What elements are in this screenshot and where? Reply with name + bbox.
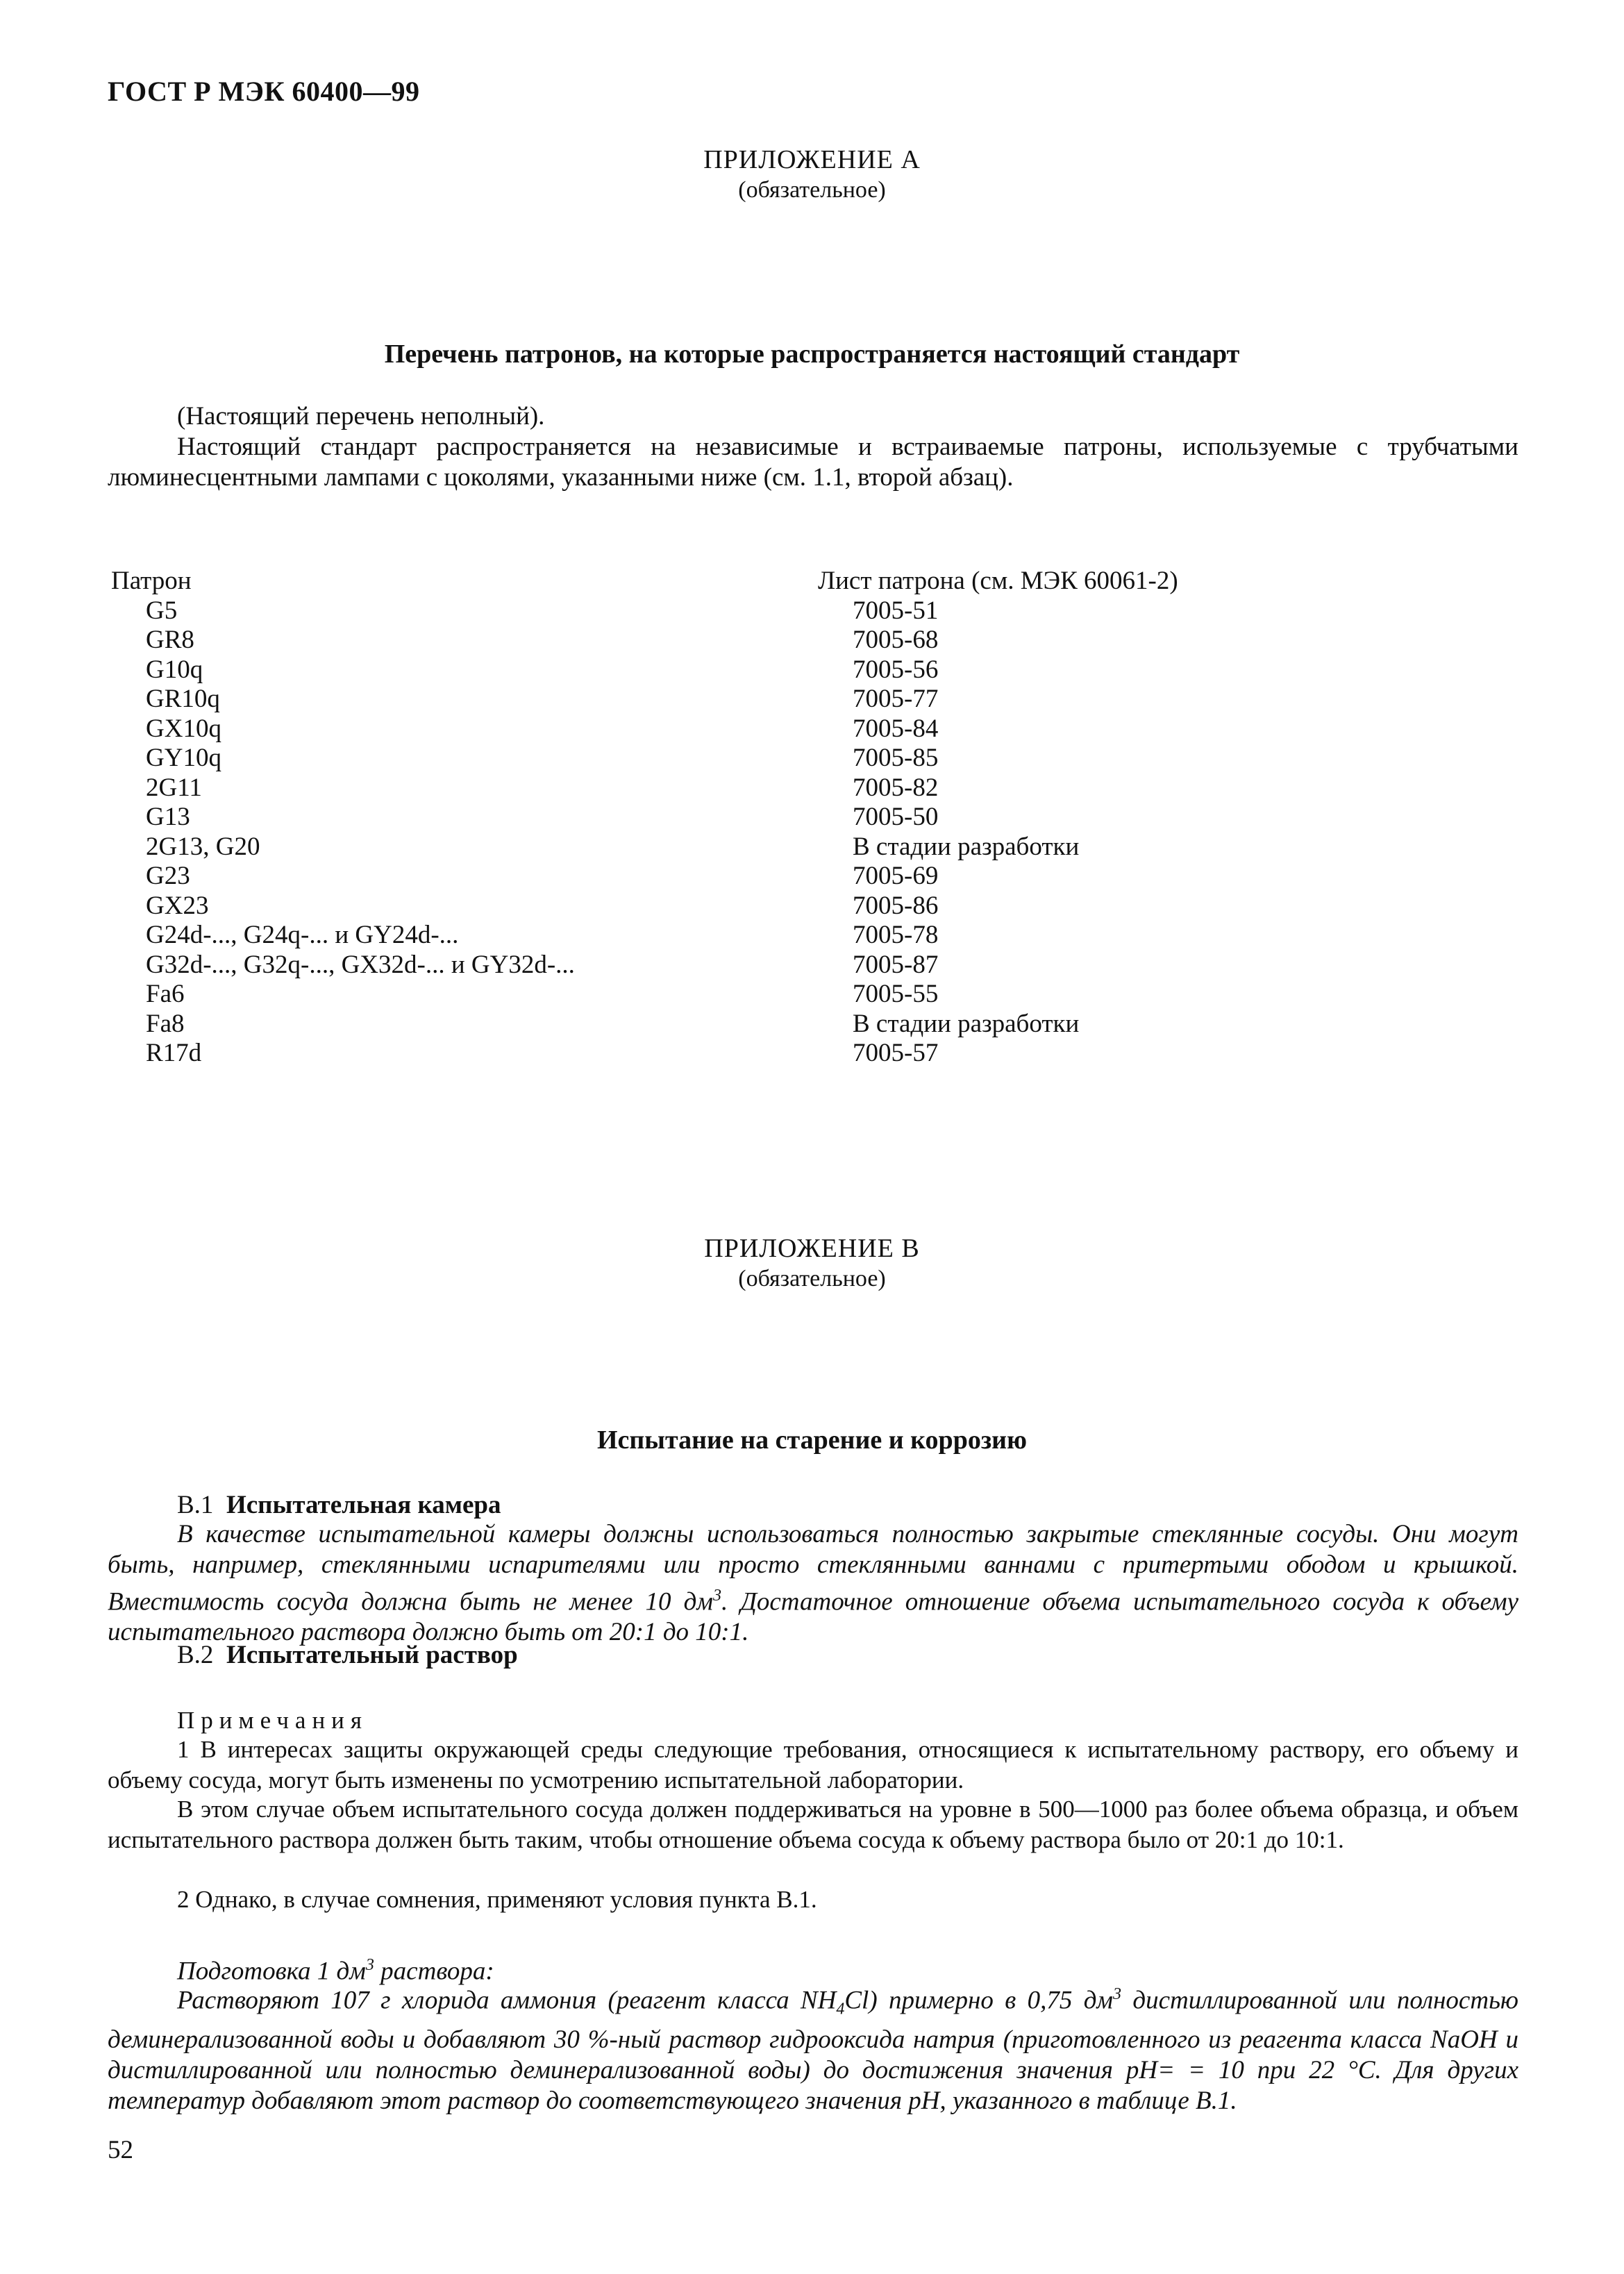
holder-cell: 2G11	[146, 773, 202, 802]
preparation-heading: Подготовка 1 $дм^3$ раствора:	[177, 1956, 494, 1986]
holder-cell: GR10q	[146, 685, 220, 713]
holder-cell: GX23	[146, 891, 209, 920]
sheet-cell: 7005-56	[853, 655, 939, 684]
sheet-column-header: Лист патрона (см. МЭК 60061-2)	[818, 567, 1178, 595]
holder-cell: R17d	[146, 1039, 202, 1067]
holder-cell: G23	[146, 862, 190, 890]
note-1: 1 В интересах защиты окружающей среды следующие требования, относящиеся к испытательному раствору, его объему и объему сосуда, могут быть изменены по усмотрению испытательной лаборатории.	[108, 1736, 1518, 1794]
note-2: 2 Однако, в случае сомнения, применяют условия пункта В.1.	[177, 1886, 817, 1913]
annex-a-title: ПРИЛОЖЕНИЕ А	[703, 145, 921, 174]
holder-cell: 2G13, G20	[146, 832, 260, 861]
annex-a-status: (обязательное)	[738, 177, 886, 203]
annex-b-status: (обязательное)	[738, 1266, 886, 1291]
sheet-cell: 7005-55	[853, 980, 939, 1008]
holder-cell: Fa6	[146, 980, 185, 1008]
sheet-cell: 7005-84	[853, 714, 939, 743]
clause-b2-number: В.2	[177, 1641, 214, 1669]
clause-b1-text: В качестве испытательной камеры должны использоваться полностью закрытые стеклянные сосуды. Они могут быть, например, стеклянными испарителями или просто стеклянными ваннами с притертыми ободом и крышкой. Вместимость сосуда должна быть не менее 10 $дм^3$. Достаточное отношение объема испытательного сосуда к объему испытательного раствора должно быть от 20:1 до 10:1.	[108, 1520, 1518, 1647]
sheet-cell: 7005-68	[853, 626, 939, 654]
sheet-cell: В стадии разработки	[853, 832, 1080, 861]
sheet-cell: 7005-82	[853, 773, 939, 802]
holder-cell: G13	[146, 803, 190, 831]
standard-header: ГОСТ Р МЭК 60400—99	[108, 76, 420, 107]
sheet-column	[818, 567, 1178, 1069]
sheet-cell: 7005-51	[853, 596, 939, 625]
clause-b1-heading	[177, 1490, 501, 1521]
holder-cell: G32d-..., G32q-..., GX32d-... и GY32d-...	[146, 950, 575, 979]
holder-cell: GX10q	[146, 714, 221, 743]
sheet-cell: 7005-85	[853, 744, 939, 772]
preparation-text: Растворяют 107 г хлорида аммония (реагент класса $NH_4Cl$) примерно в 0,75 $дм^3$ дистиллированной или полностью деминерализованной воды и добавляют 30 %-ный раствор гидрооксида натрия (приготовленного из реагента класса NaOH и дистиллированной или полностью деминерализованной воды) до достижения значения pH= = 10 при 22 °С. Для других температур добавляют этот раствор до соответствующего значения pH, указанного в таблице В.1.	[108, 1985, 1519, 2115]
sheet-cell: 7005-77	[853, 685, 939, 713]
sheet-cell: 7005-69	[853, 862, 939, 890]
clause-b2-title: Испытательный раствор	[226, 1641, 518, 1669]
annex-a-heading: Перечень патронов, на которые распространяется настоящий стандарт	[384, 340, 1240, 369]
holder-column	[111, 567, 575, 1069]
clause-b2-heading	[177, 1640, 518, 1671]
sheet-cell: 7005-78	[853, 921, 939, 949]
annex-a-intro: Настоящий стандарт распространяется на независимые и встраиваемые патроны, используемые с трубчатыми люминесцентными лампами с цоколями, указанными ниже (см. 1.1, второй абзац).	[108, 433, 1518, 492]
holder-cell: GR8	[146, 626, 194, 654]
sheet-cell: 7005-87	[853, 950, 939, 979]
annex-b-heading: Испытание на старение и коррозию	[596, 1426, 1028, 1455]
holder-column-header: Патрон	[111, 567, 192, 595]
annex-b-title: ПРИЛОЖЕНИЕ В	[704, 1234, 920, 1263]
notes-label: Примечания	[177, 1707, 369, 1734]
clause-b1-title: Испытательная камера	[226, 1491, 501, 1519]
annex-a-note: (Настоящий перечень неполный).	[177, 402, 545, 430]
sheet-cell: 7005-50	[853, 803, 939, 831]
holder-cell: G10q	[146, 655, 203, 684]
clause-b1-number: В.1	[177, 1491, 214, 1519]
page-number: 52	[108, 2136, 133, 2164]
holder-cell: Fa8	[146, 1009, 185, 1038]
sheet-cell: 7005-57	[853, 1039, 939, 1067]
holder-cell: G5	[146, 596, 178, 625]
holder-cell: G24d-..., G24q-... и GY24d-...	[146, 921, 459, 949]
note-1-continuation: В этом случае объем испытательного сосуда должен поддерживаться на уровне в 500—1000 раз более объема образца, и объем испытательного раствора должен быть таким, чтобы отношение объема сосуда к объему раствора было от 20:1 до 10:1.	[108, 1796, 1518, 1853]
holder-cell: GY10q	[146, 744, 221, 772]
sheet-cell: В стадии разработки	[853, 1009, 1080, 1038]
sheet-cell: 7005-86	[853, 891, 939, 920]
